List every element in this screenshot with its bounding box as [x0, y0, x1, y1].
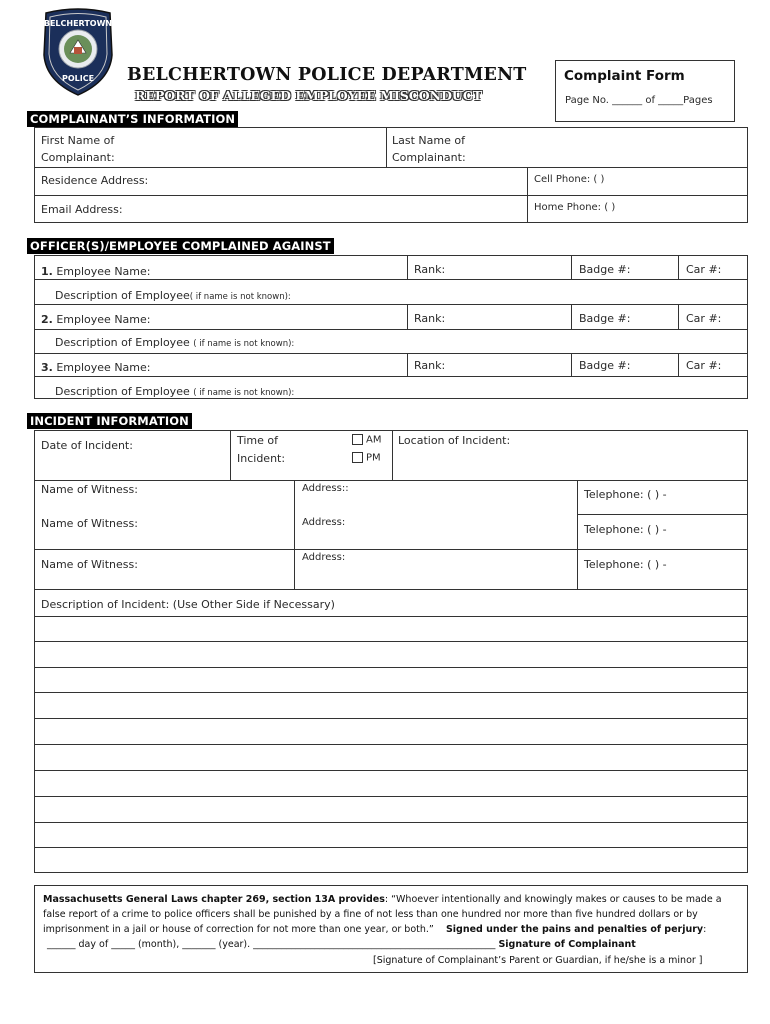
witness-1-address-field[interactable]: Address:: [302, 483, 349, 494]
employee-3-rank-field[interactable]: Rank: [414, 359, 446, 372]
guardian-signature-note: [Signature of Complainant’s Parent or Guardian, if he/she is a minor ] [373, 955, 703, 966]
employee-3-badge-field[interactable]: Badge #: [579, 359, 631, 372]
officers-section-header: OFFICER(S)/EMPLOYEE COMPLAINED AGAINST [27, 238, 334, 254]
employee-2-car-field[interactable]: Car #: [686, 312, 722, 325]
employee-2-badge-field[interactable]: Badge #: [579, 312, 631, 325]
date-of-incident-field[interactable]: Date of Incident: [41, 439, 133, 452]
home-phone-field[interactable]: Home Phone: ( ) [534, 202, 616, 213]
am-checkbox[interactable]: AM [352, 434, 381, 446]
residence-address-field[interactable]: Residence Address: [41, 174, 149, 187]
witness-2-address-field[interactable]: Address: [302, 517, 346, 528]
last-name-label-line1: Last Name of [392, 134, 465, 147]
employee-2-description-field[interactable]: Description of Employee ( if name is not known): [55, 336, 295, 349]
witness-3-address-field[interactable]: Address: [302, 552, 346, 563]
badge-top-text: BELCHERTOWN [43, 19, 113, 28]
cell-phone-field[interactable]: Cell Phone: ( ) [534, 174, 605, 185]
pm-checkbox[interactable]: PM [352, 452, 381, 464]
legal-line-1: Massachusetts General Laws chapter 269, section 13A provides: “Whoever intentionally and knowingly makes or causes to be made a [43, 894, 722, 905]
witness-2-name-field[interactable]: Name of Witness: [41, 517, 138, 530]
legal-statement-box [34, 885, 748, 973]
employee-3-car-field[interactable]: Car #: [686, 359, 722, 372]
checkbox-am-icon [352, 434, 363, 445]
witness-1-name-field[interactable]: Name of Witness: [41, 483, 138, 496]
badge-bottom-text: POLICE [61, 74, 95, 83]
employee-1-rank-field[interactable]: Rank: [414, 263, 446, 276]
employee-2-rank-field[interactable]: Rank: [414, 312, 446, 325]
time-of-incident-field[interactable]: Incident: [237, 452, 286, 465]
last-name-field[interactable]: Complainant: [392, 151, 466, 164]
incident-section-header: INCIDENT INFORMATION [27, 413, 192, 429]
witness-3-telephone-field[interactable]: Telephone: ( ) - [584, 558, 667, 571]
legal-line-2: false report of a crime to police officers shall be punished by a fine of not less than one hundred nor more than five hundred dollars or by [43, 909, 698, 920]
time-of-incident-label-line1: Time of [237, 434, 279, 447]
employee-1-badge-field[interactable]: Badge #: [579, 263, 631, 276]
incident-description-label: Description of Incident: (Use Other Side if Necessary) [41, 598, 335, 611]
incident-description-area[interactable] [36, 617, 746, 871]
email-address-field[interactable]: Email Address: [41, 203, 123, 216]
form-subtitle: REPORT OF ALLEGED EMPLOYEE MISCONDUCT [135, 88, 483, 103]
witness-3-name-field[interactable]: Name of Witness: [41, 558, 138, 571]
employee-1-car-field[interactable]: Car #: [686, 263, 722, 276]
location-of-incident-field[interactable]: Location of Incident: [398, 434, 511, 447]
employee-1-name-field[interactable]: 1. Employee Name: [41, 265, 151, 278]
employee-1-description-field[interactable]: Description of Employee( if name is not known): [55, 289, 291, 302]
checkbox-pm-icon [352, 452, 363, 463]
signature-line[interactable]: ______ day of _____ (month), _______ (year). ___________________________________________________ Signature of Complainant [47, 939, 636, 950]
first-name-label-line1: First Name of [41, 134, 115, 147]
employee-3-description-field[interactable]: Description of Employee ( if name is not known): [55, 385, 295, 398]
first-name-field[interactable]: Complainant: [41, 151, 115, 164]
complaint-form-title: Complaint Form [564, 68, 685, 84]
complainant-section-header: COMPLAINANT’S INFORMATION [27, 111, 238, 127]
witness-1-telephone-field[interactable]: Telephone: ( ) - [584, 488, 667, 501]
page-number-field[interactable]: Page No. ______ of _____Pages [565, 95, 713, 106]
witness-2-telephone-field[interactable]: Telephone: ( ) - [584, 523, 667, 536]
department-title: BELCHERTOWN POLICE DEPARTMENT [127, 65, 527, 85]
employee-3-name-field[interactable]: 3. Employee Name: [41, 361, 151, 374]
employee-2-name-field[interactable]: 2. Employee Name: [41, 313, 151, 326]
legal-line-3: imprisonment in a jail or house of correction for not more than one year, or both.” Signed under the pains and penalties of perjury: [43, 924, 707, 935]
police-badge-logo [40, 7, 116, 97]
